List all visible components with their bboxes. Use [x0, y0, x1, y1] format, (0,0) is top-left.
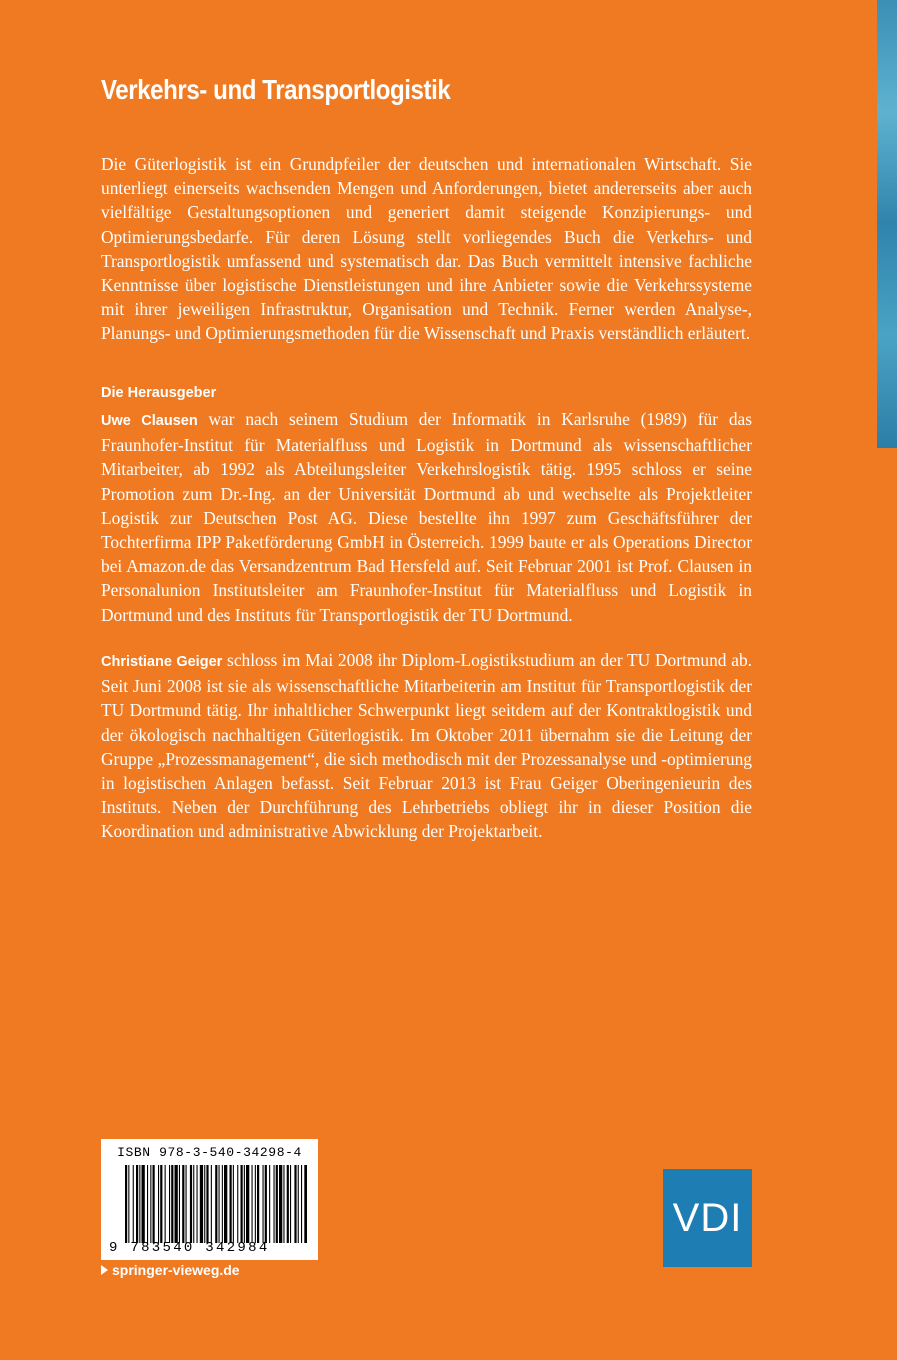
barcode-bar — [241, 1165, 243, 1243]
barcode-bar — [294, 1165, 296, 1243]
barcode-bar — [290, 1165, 291, 1243]
website-label: springer-vieweg.de — [112, 1262, 240, 1278]
barcode-bar — [128, 1165, 129, 1243]
barcode-bar — [175, 1165, 178, 1243]
isbn-number: ISBN 978-3-540-34298-4 — [117, 1145, 302, 1160]
arrow-right-icon — [101, 1265, 108, 1275]
editor-name-geiger: Christiane Geiger — [101, 654, 223, 670]
book-title: Verkehrs- und Transportlogistik — [101, 74, 451, 105]
barcode-bar — [298, 1165, 299, 1243]
editor-bio-clausen — [101, 407, 752, 627]
barcode-bar — [165, 1165, 166, 1243]
barcode-bar — [142, 1165, 145, 1243]
barcode-bar — [211, 1165, 212, 1243]
vdi-logo-text: VDI — [672, 1195, 743, 1240]
barcode-bar — [136, 1165, 138, 1243]
barcode-bar — [158, 1165, 159, 1243]
barcode-bar — [197, 1165, 198, 1243]
barcode-bar — [147, 1165, 148, 1243]
editors-heading: Die Herausgeber — [101, 385, 217, 401]
barcode-bar — [182, 1165, 184, 1243]
barcode-bar — [255, 1165, 256, 1243]
barcode-bar — [246, 1165, 249, 1243]
barcode-bar — [139, 1165, 140, 1243]
barcode-bar — [269, 1165, 270, 1243]
barcode-bar — [257, 1165, 259, 1243]
barcode-bar — [224, 1165, 227, 1243]
barcode-bar — [190, 1165, 192, 1243]
barcode-bar — [186, 1165, 187, 1243]
barcode-bar — [265, 1165, 267, 1243]
barcode-bar — [206, 1165, 208, 1243]
barcode-bar — [263, 1165, 264, 1243]
barcode-bar — [233, 1165, 234, 1243]
barcode-bar — [304, 1165, 307, 1243]
barcode-bar — [237, 1165, 238, 1243]
barcode-bar — [169, 1165, 170, 1243]
publisher-website[interactable] — [101, 1262, 240, 1278]
barcode-bar — [153, 1165, 155, 1243]
barcode-bar — [160, 1165, 162, 1243]
editor-bio-text-clausen: war nach seinem Studium der Informatik in Karlsruhe (1989) für das Fraunhofer-Institut für Materialfluss und Logistik in Dortmund als wissenschaftlicher Mitarbeiter, ab 1992 als Abteilungsleiter Verkehrslogistik tätig. 1995 schloss er seine Promotion zum Dr.-Ing. an der Universität Dortmund ab und wechselte als Projektleiter Logistik zur Deutschen Post AG. Diese bestellte ihn 1997 zum Geschäftsführer der Tochterfirma IPP Paketförderung GmbH in Österreich. 1999 baute er als Operations Director bei Amazon.de das Versandzentrum Bad Hersfeld auf. Seit Februar 2001 ist Prof. Clausen in Personalunion Institutsleiter am Fraunhofer-Institut für Materialfluss und Logistik in Dortmund und des Instituts für Transportlogistik der TU Dortmund. — [101, 409, 753, 625]
barcode-bar — [179, 1165, 180, 1243]
barcode-bar — [244, 1165, 245, 1243]
spine-edge — [877, 0, 897, 448]
barcode-bar — [125, 1165, 127, 1243]
barcode-bar — [219, 1165, 220, 1243]
editor-bio-text-geiger: schloss im Mai 2008 ihr Diplom-Logistikstudium an der TU Dortmund ab. Seit Juni 2008 ist sie als wissenschaftliche Mitarbeiterin am Institut für Transportlogistik der TU Dortmund tätig. Ihr inhaltlicher Schwerpunkt liegt seitdem auf der Kontraktlogistik und der ökologisch nachhaltigen Güterlogistik. Im Oktober 2011 übernahm sie die Leitung der Gruppe „Prozessmanagement“, die sich methodisch mit der Prozessanalyse und -optimierung in logistischen Anlagen befasst. Seit Februar 2013 ist Frau Geiger Oberingenieurin des Instituts. Neben der Durchführung des Lehrbetriebs obliegt ihr in dieser Position die Koordination und administrative Abwicklung der Projektarbeit. — [101, 650, 752, 842]
isbn-barcode — [101, 1139, 318, 1260]
blurb-paragraph: Die Güterlogistik ist ein Grundpfeiler der deutschen und internationalen Wirtschaft. Sie unterliegt einerseits wachsenden Mengen und Anforderungen, bietet andererseits aber auch vielfältige Gestaltungsoptionen und generiert damit steigende Konzipierungs- und Optimierungsbedarfe. Für deren Lösung stellt vorliegendes Buch die Verkehrs- und Transportlogistik umfassend und systematisch dar. Das Buch vermittelt intensive fachliche Kenntnisse über logistische Dienstleistungen und ihre Anbieter sowie die Verkehrssysteme mit ihrer jeweiligen Infrastruktur, Organisation und Technik. Ferner werden Analyse-, Planungs- und Optimierungsmethoden für die Wissenschaft und Praxis verständlich erläutert. — [101, 154, 752, 344]
barcode-bar — [133, 1165, 134, 1243]
barcode-bar — [150, 1165, 151, 1243]
barcode-bar — [283, 1165, 284, 1243]
barcode-bar — [276, 1165, 278, 1243]
barcode-bar — [252, 1165, 253, 1243]
barcode-bar — [222, 1165, 223, 1243]
vdi-logo — [663, 1169, 752, 1267]
barcode-bar — [301, 1165, 302, 1243]
barcode-bar — [230, 1165, 232, 1243]
barcode-bar — [171, 1165, 173, 1243]
barcode-bar — [200, 1165, 203, 1243]
ean-digits: 9 783540 342984 — [109, 1240, 270, 1256]
editor-bio-geiger — [101, 648, 752, 844]
barcode-bar — [193, 1165, 194, 1243]
barcode-bar — [287, 1165, 289, 1243]
barcode-bars — [125, 1165, 307, 1243]
barcode-bar — [215, 1165, 217, 1243]
editor-name-clausen: Uwe Clausen — [101, 413, 198, 429]
barcode-bar — [274, 1165, 275, 1243]
barcode-bar — [279, 1165, 282, 1243]
barcode-bar — [204, 1165, 205, 1243]
